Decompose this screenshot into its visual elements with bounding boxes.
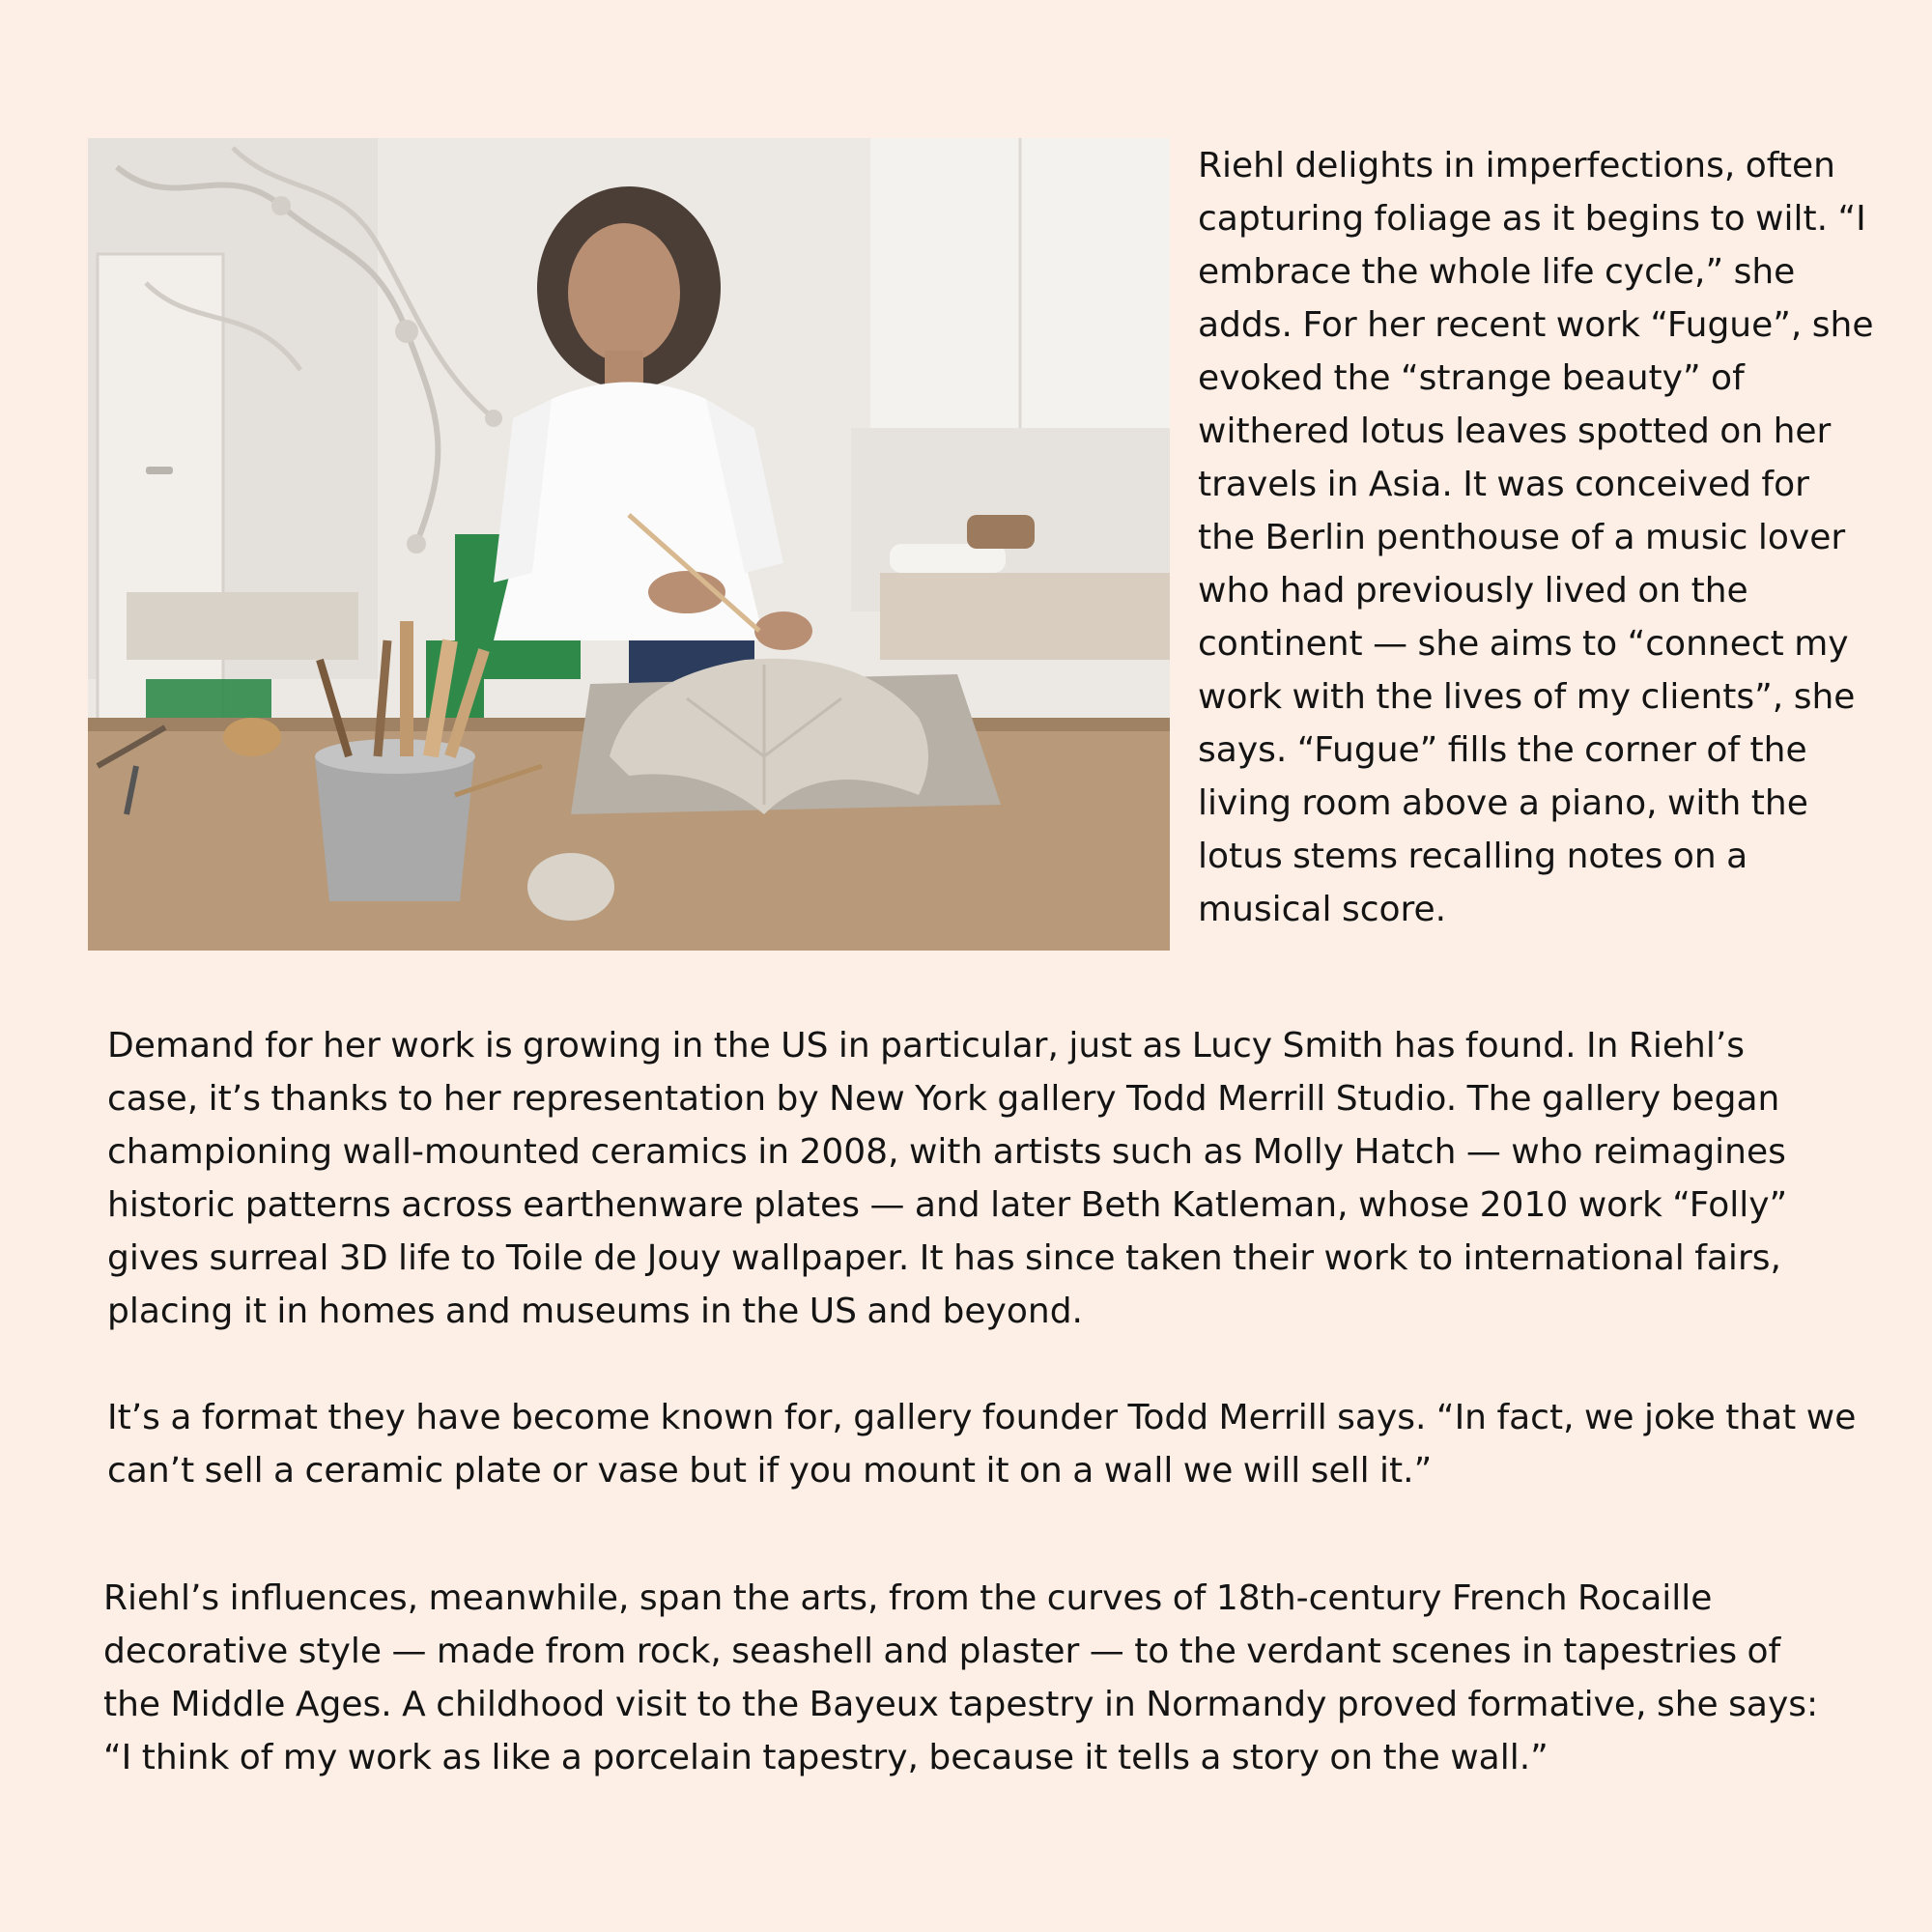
demand-paragraph: Demand for her work is growing in the US in particular, just as Lucy Smith has found. In Riehl’s case, it’s thanks to her representation by New York gallery Todd Merrill Studio. The gallery began championing wall-mounted ceramics in 2008, with artists such as Molly Hatch — who reimagines historic patterns across earthenware plates — and later Beth Katleman, whose 2010 work “Folly” gives surreal 3D life to Toile de Jouy wallpaper. It has since taken their work to international fairs, placing it in homes and museums in the US and beyond.	[107, 1026, 1788, 1331]
influences-paragraph: Riehl’s influences, meanwhile, span the arts, from the curves of 18th-century French Rocaille decorative style — made from rock, seashell and plaster — to the verdant scenes in tapestries of the Middle Ages. A childhood visit to the Bayeux tapestry in Normandy proved formative, she says: “I think of my work as like a porcelain tapestry, because it tells a story on the wall.”	[103, 1578, 1819, 1777]
artist-photo-illustration	[88, 138, 1170, 951]
side-paragraph: Riehl delights in imperfections, often capturing foliage as it begins to wilt. “I embrace the whole life cycle,” she adds. For her recent work “Fugue”, she evoked the “strange beauty” of withered lotus leaves spotted on her travels in Asia. It was conceived for the Berlin penthouse of a music lover who had previously lived on the continent — she aims to “connect my work with the lives of my clients”, she says. “Fugue” fills the corner of the living room above a piano, with the lotus stems recalling notes on a musical score.	[1198, 146, 1874, 929]
format-paragraph: It’s a format they have become known for, gallery founder Todd Merrill says. “In fact, we joke that we can’t sell a ceramic plate or vase but if you mount it on a wall we will sell it.”	[107, 1398, 1857, 1491]
artist-photo	[88, 138, 1170, 951]
